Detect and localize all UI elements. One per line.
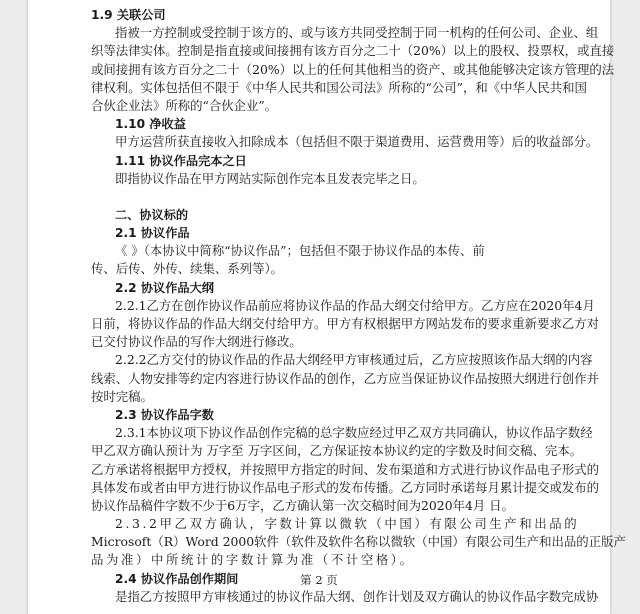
document-body bbox=[91, 6, 626, 606]
page-number: 第 2 页 bbox=[300, 573, 338, 587]
text-line: 律权利。实体包括但不限于《中华人民共和国公司法》所称的“公司”，和《中华人民共和国 bbox=[91, 79, 587, 95]
text-line: 2.3.1本协议项下协议作品创作完稿的总字数应经过甲乙双方共同确认，协议作品字数经 bbox=[115, 425, 593, 441]
text-line: 织等法律实体。控制是指直接或间接拥有该方百分之二十（20%）以上的股权、投票权，或直接 bbox=[91, 43, 615, 59]
blank-line bbox=[91, 188, 579, 206]
text-line: 甲方运营所获直接收入扣除成本（包括但不限于渠道费用、运营费用等）后的收益部分。 bbox=[115, 134, 599, 150]
text-line: 即指协议作品在甲方网站实际创作完本且发表完毕之日。 bbox=[115, 170, 425, 186]
text-line: Microsoft（R）Word 2000软件（软件及软件名称以微软（中国）有限公司生产和出品的正版产 bbox=[91, 534, 626, 550]
text-line: 按时完稿。 bbox=[91, 388, 153, 404]
text-line: 已交付协议作品的写作大纲进行修改。 bbox=[91, 334, 302, 350]
text-line: 品为准）中所统计的字数计算为准（不计空格）。 bbox=[91, 552, 415, 568]
text-line: 指被一方控制或受控制于该方的、或与该方共同受控制于同一机构的任何公司、企业、组 bbox=[115, 25, 599, 41]
text-line: 具体发布或者由甲方进行协议作品电子形式的发布传播。乙方同时承诺每月累计提交或发布的 bbox=[91, 479, 600, 495]
section-heading: 2.3 协议作品字数 bbox=[115, 407, 214, 422]
text-line: 传、后传、外传、续集、系列等）。 bbox=[91, 261, 284, 277]
text-line: 甲乙双方确认预计为 万字至 万字区间，乙方保证按本协议约定的字数及时间交稿、完本。 bbox=[91, 443, 583, 459]
section-heading: 1.11 协议作品完本之日 bbox=[115, 153, 247, 168]
text-line: 《 》（本协议中简称“协议作品”；包括但不限于协议作品的本传、前 bbox=[115, 243, 485, 259]
section-heading: 2.2 协议作品大纲 bbox=[115, 280, 214, 295]
text-line: 2.2.1乙方在创作协议作品前应将协议作品的作品大纲交付给甲方。乙方应在2020年4月 bbox=[115, 297, 595, 313]
document-page bbox=[28, 0, 626, 614]
section-heading: 2.1 协议作品 bbox=[115, 226, 190, 241]
text-line: 协议作品稿件字数不少于6万字，乙方确认第一次交稿时间为2020年4月 日。 bbox=[91, 497, 514, 513]
text-line: 日前，将协议作品的作品大纲交付给甲方。甲方有权根据甲方网站发布的要求重新要求乙方对 bbox=[91, 316, 600, 331]
section-heading: 1.9 关联公司 bbox=[91, 8, 166, 22]
text-line: 2.3.2甲乙双方确认，字数计算以微软（中国）有限公司生产和出品的 bbox=[115, 516, 580, 532]
section-heading: 1.10 净收益 bbox=[115, 117, 186, 132]
text-line: 或间接拥有该方百分之二十（20%）以上的任何其他相当的资产、或其他能够决定该方管理的法 bbox=[91, 61, 615, 77]
text-line: 是指乙方按照甲方审核通过的协议作品大纲、创作计划及双方确认的协议作品字数完成协 bbox=[115, 588, 599, 604]
section-heading: 2.4 协议作品创作期间 bbox=[115, 571, 239, 586]
text-line: 乙方承诺将根据甲方授权，并按照甲方指定的时间、发布渠道和方式进行协议作品电子形式的 bbox=[91, 461, 600, 477]
text-line: 合伙企业法》所称的“合伙企业”。 bbox=[91, 97, 278, 113]
section-heading: 二、协议标的 bbox=[115, 207, 189, 222]
text-line: 2.2.2乙方交付的协议作品的作品大纲经甲方审核通过后，乙方应按照该作品大纲的内容 bbox=[115, 352, 593, 368]
text-line: 线索、人物安排等约定内容进行协议作品的创作，乙方应当保证协议作品按照大纲进行创作并 bbox=[91, 370, 600, 386]
